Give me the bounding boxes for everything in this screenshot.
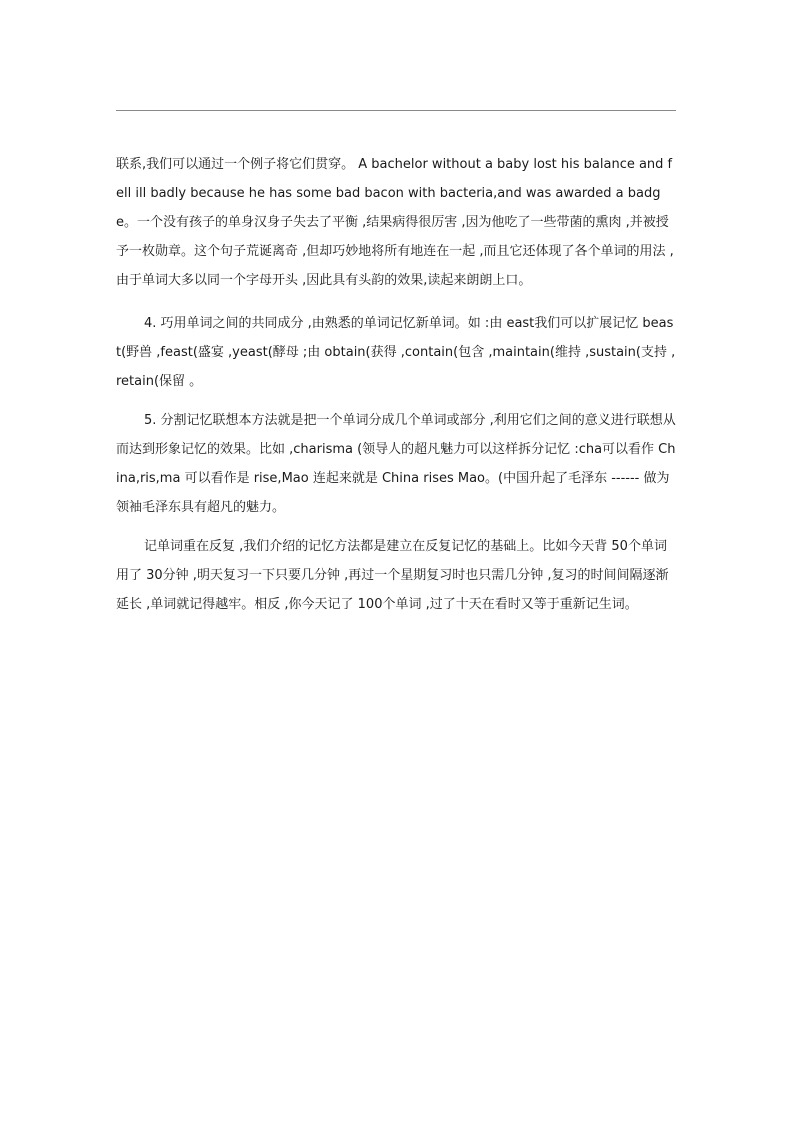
paragraph-method-4: 4. 巧用单词之间的共同成分 ,由熟悉的单词记忆新单词。如 :由 east我们可以扩展记忆 beast(野兽 ,feast(盛宴 ,yeast(酵母 ;由 obtain(获得 ,contain(包含 ,maintain(维持 ,sustain(支持 ,retain(保留 。 <box>116 316 676 389</box>
paragraph-conclusion: 记单词重在反复 ,我们介绍的记忆方法都是建立在反复记忆的基础上。比如今天背 50个单词用了 30分钟 ,明天复习一下只要几分钟 ,再过一个星期复习时也只需几分钟 ,复习的时间间隔逐渐延长 ,单词就记得越牢。相反 ,你今天记了 100个单词 ,过了十天在看时又等于重新记生词。 <box>116 539 669 612</box>
paragraph-example-sentence: 联系,我们可以通过一个例子将它们贯穿。 A bachelor without a baby lost his balance and fell ill badly because he has some bad bacon with bacteria,and was awarded a badge。一个没有孩子的单身汉身子失去了平衡 ,结果病得很厉害 ,因为他吃了一些带菌的熏肉 ,并被授予一枚勋章。这个句子荒诞离奇 ,但却巧妙地将所有地连在一起 ,而且它还体现了各个单词的用法 ,由于单词大多以同一个字母开头 ,因此具有头韵的效果,读起来朗朗上口。 <box>116 157 674 288</box>
paragraph-gap <box>116 522 676 532</box>
header-rule <box>116 110 676 111</box>
paragraph-gap <box>116 396 676 406</box>
paragraph-gap <box>116 295 676 309</box>
paragraph-method-5: 5. 分割记忆联想本方法就是把一个单词分成几个单词或部分 ,利用它们之间的意义进行联想从而达到形象记忆的效果。比如 ,charisma (领导人的超凡魅力可以这样拆分记忆 :cha可以看作 China,ris,ma 可以看作是 rise,Mao 连起来就是 China rises Mao。(中国升起了毛泽东 ------ 做为领袖毛泽东具有超凡的魅力。 <box>116 413 676 515</box>
document-body <box>116 150 676 619</box>
